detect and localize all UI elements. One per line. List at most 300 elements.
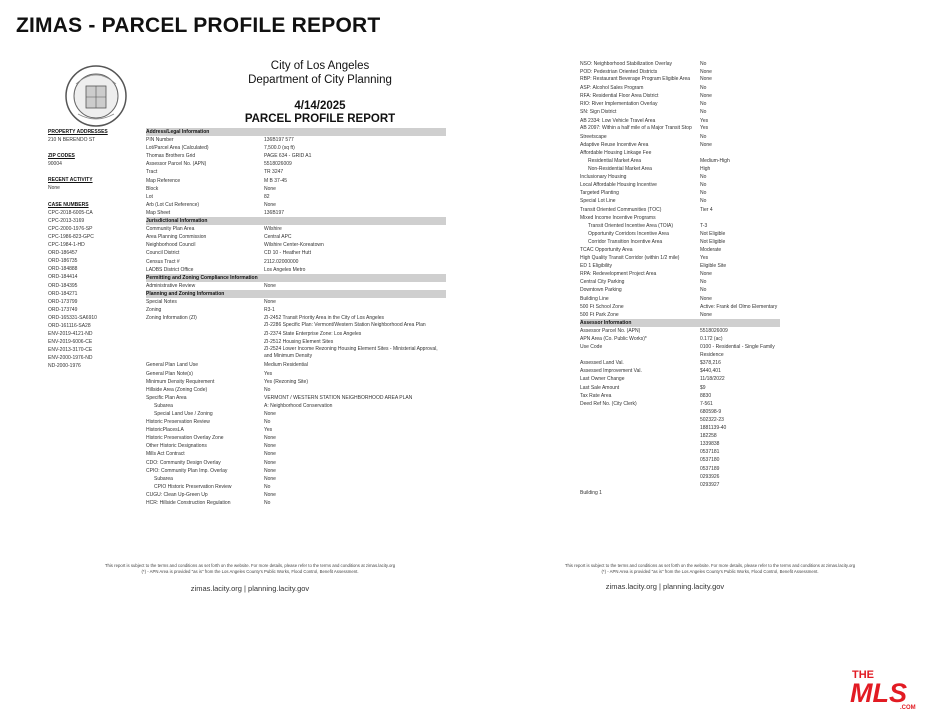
sidebar <box>48 128 143 371</box>
table-row <box>146 201 446 209</box>
row-label: Transit Oriented Communities (TOC) <box>580 206 662 213</box>
row-value <box>700 489 780 497</box>
row-value: None <box>264 298 276 305</box>
row-value: None <box>264 475 276 482</box>
row-value: 11/18/2022 <box>700 376 725 383</box>
property-addresses-heading: PROPERTY ADDRESSES <box>48 129 108 135</box>
row-label <box>580 424 700 432</box>
table-row <box>580 408 780 416</box>
table-row <box>580 286 780 294</box>
row-value: 136B197 <box>264 209 285 216</box>
row-value: Medium-High <box>700 157 730 164</box>
row-label: Historic Preservation Review <box>146 419 210 426</box>
table-row <box>580 440 780 448</box>
table-row <box>146 144 446 152</box>
report-date: 4/14/2025 <box>294 100 346 112</box>
case-number: ORD-165331-SA6910 <box>48 314 97 321</box>
footer-links[interactable]: zimas.lacity.org | planning.lacity.gov <box>190 584 310 593</box>
row-label: Subarea <box>154 402 173 409</box>
row-value: Yes <box>700 124 709 131</box>
disclaimer-line-1: This report is subject to the terms and conditions as set forth on the website. For more details, please refer to the terms and conditions at zimas.lacity.org <box>104 563 396 568</box>
row-value: None <box>264 185 276 192</box>
table-row <box>146 386 446 394</box>
row-value: No <box>700 101 707 108</box>
table-row <box>580 270 780 278</box>
table-row <box>580 448 780 456</box>
table-row <box>146 185 446 193</box>
row-value: None <box>700 69 712 76</box>
row-value: None <box>264 443 276 450</box>
case-number: ORD-184414 <box>48 274 78 281</box>
table-row <box>146 225 446 233</box>
row-value: None <box>700 93 712 100</box>
recent-activity-heading: RECENT ACTIVITY <box>48 177 93 184</box>
row-value: Not Eligible <box>700 230 726 237</box>
report-title: PARCEL PROFILE REPORT <box>244 113 396 125</box>
row-value: 7,500.0 (sq ft) <box>264 145 295 152</box>
row-value: No <box>700 198 707 205</box>
table-row <box>580 68 780 76</box>
row-label: Thomas Brothers Grid <box>146 153 196 160</box>
table-row <box>146 314 446 322</box>
case-number: CPC-2018-6005-CA <box>48 209 93 216</box>
case-number: ORD-186457 <box>48 250 78 257</box>
case-numbers-list <box>48 209 143 371</box>
case-number: ENV-2013-3170-CE <box>48 347 93 354</box>
row-label: Specific Plan Area <box>146 394 187 401</box>
footer-links-2[interactable]: zimas.lacity.org | planning.lacity.gov <box>605 582 725 591</box>
footer-disclaimer-2 <box>510 563 910 575</box>
row-label: HistoricPlacesLA <box>146 427 184 434</box>
overlay-assessor-table <box>580 60 780 497</box>
zip-codes-heading: ZIP CODES <box>48 153 75 160</box>
row-value: ZI-2374 State Enterprise Zone: Los Angeles <box>264 331 362 338</box>
zip-code: 90004 <box>48 161 62 168</box>
row-label: Tract <box>146 169 158 176</box>
row-value: Yes <box>264 427 273 434</box>
row-label: Planning and Zoning Information <box>146 290 225 297</box>
report-page-2 <box>564 58 860 598</box>
logo-line-1: THE <box>852 669 874 681</box>
case-number: ORD-184271 <box>48 290 78 297</box>
row-label: Map Reference <box>146 177 181 184</box>
row-label: CDO: Community Design Overlay <box>146 459 221 466</box>
table-row <box>580 278 780 286</box>
table-row <box>580 327 780 335</box>
row-value: None <box>264 467 276 474</box>
table-row <box>146 233 446 241</box>
row-value: No <box>700 85 707 92</box>
row-value: M B 37-45 <box>264 177 288 184</box>
row-value: None <box>264 491 276 498</box>
row-label: Downtown Parking <box>580 287 622 294</box>
table-row <box>146 442 446 450</box>
table-row <box>580 76 780 84</box>
table-row <box>146 298 446 306</box>
row-value: ZI-2512 Housing Element Sites <box>264 339 334 346</box>
section-header <box>146 217 446 225</box>
row-value: $9 <box>700 384 706 391</box>
table-row <box>580 238 780 246</box>
row-label: LADBS District Office <box>146 266 194 273</box>
table-row <box>580 416 780 424</box>
row-label: Administrative Review <box>146 282 196 289</box>
row-value: VERMONT / WESTERN STATION NEIGHBORHOOD AREA PLAN <box>264 394 413 401</box>
row-label <box>146 346 264 360</box>
row-value: No <box>700 133 707 140</box>
row-value: None <box>264 411 276 417</box>
row-label: Mills Act Contract <box>146 451 185 458</box>
case-number: ENV-2019-4121-ND <box>48 331 93 338</box>
row-value: Medium Residential <box>264 362 308 369</box>
table-row <box>580 141 780 149</box>
table-row <box>580 100 780 108</box>
row-label: SN: Sign District <box>580 109 617 116</box>
logo-line-3: .COM <box>900 705 916 710</box>
footer-disclaimer <box>60 563 440 575</box>
table-row <box>580 465 780 473</box>
row-value: No <box>700 287 707 294</box>
row-label: Subarea <box>154 475 173 482</box>
row-value: No <box>700 190 707 197</box>
row-value: 1881139-40 <box>700 425 727 432</box>
disclaimer-line-2: (*) - APN Area is provided "as is" from the Los Angeles County's Public Works, Flood Control, Benefit Assessment. <box>601 569 819 574</box>
row-label: Assessor Parcel No. (APN) <box>146 161 207 168</box>
row-label: Area Planning Commission <box>146 234 207 241</box>
table-row <box>146 410 446 418</box>
table-row <box>146 394 446 402</box>
row-label: Residential Market Area <box>588 157 642 164</box>
department-name: Department of City Planning <box>248 74 392 86</box>
row-label: Tax Rate Area <box>580 392 612 399</box>
table-row <box>146 209 446 217</box>
row-label: Building 1 <box>580 489 602 496</box>
row-label: General Plan Note(s) <box>146 370 193 377</box>
table-row <box>146 241 446 249</box>
row-label: Address/Legal Information <box>146 129 210 135</box>
row-value: None <box>264 201 276 208</box>
table-row <box>146 475 446 483</box>
table-row <box>580 335 780 343</box>
row-label: Block <box>146 185 159 192</box>
section-header <box>580 319 780 327</box>
table-row <box>146 322 446 330</box>
row-label: Special Notes <box>146 298 177 305</box>
row-value: ZI-2286 Specific Plan: Vermont/Western Station Neighborhood Area Plan <box>264 322 426 329</box>
row-label: POD: Pedestrian Oriented Districts <box>580 69 658 76</box>
row-label: Last Sale Amount <box>580 384 620 391</box>
row-label: RPA: Redevelopment Project Area <box>580 271 657 278</box>
row-label: 500 Ft School Zone <box>580 303 624 310</box>
row-value: Yes <box>700 255 709 262</box>
row-value: Wilshire Center-Koreatown <box>264 242 324 249</box>
row-label: RIO: River Implementation Overlay <box>580 101 658 108</box>
row-label: Adaptive Reuse Incentive Area <box>580 141 649 148</box>
table-row <box>146 361 446 369</box>
row-value: R3-1 <box>264 307 275 314</box>
table-row <box>146 483 446 491</box>
table-row <box>580 375 780 383</box>
row-label: HCR: Hillside Construction Regulation <box>146 500 231 507</box>
row-value: 2112.02000000 <box>264 258 299 265</box>
table-row <box>146 491 446 499</box>
row-label: Streetscape <box>580 133 607 140</box>
row-label: Targeted Planting <box>580 190 619 197</box>
row-value: 8830 <box>700 392 712 399</box>
mls-logo-icon <box>850 666 922 710</box>
row-value: $440,401 <box>700 368 721 375</box>
row-label <box>580 408 700 416</box>
row-label <box>146 330 264 338</box>
row-label: NSO: Neighborhood Stabilization Overlay <box>580 61 672 67</box>
section-header <box>146 128 446 136</box>
row-label <box>146 338 264 346</box>
row-value: 136B197 577 <box>264 137 294 144</box>
row-label: Zoning <box>146 307 162 314</box>
logo-line-2: MLS <box>850 678 907 708</box>
row-value: No <box>700 109 707 116</box>
row-label: Special Lot Line <box>580 198 616 205</box>
row-value: None <box>264 282 276 289</box>
table-row <box>580 230 780 238</box>
table-row <box>580 92 780 100</box>
row-value: High <box>700 166 711 173</box>
row-value: ZI-2452 Transit Priority Area in the City of Los Angeles <box>264 315 385 322</box>
row-value: Wilshire <box>264 226 282 233</box>
row-label: Special Land Use / Zoning <box>154 411 213 417</box>
section-header <box>146 274 446 282</box>
row-value: No <box>700 279 707 286</box>
row-label: RBP: Restaurant Beverage Program Eligible Area <box>580 76 691 83</box>
row-label: Inclusionary Housing <box>580 174 627 181</box>
city-seal-icon <box>64 64 128 128</box>
table-row <box>146 330 446 338</box>
table-row <box>580 108 780 116</box>
row-label: Census Tract # <box>146 258 180 265</box>
case-number: ORD-173749 <box>48 306 78 313</box>
row-label: Assessor Parcel No. (APN) <box>580 327 641 334</box>
case-number: ORD-184888 <box>48 266 78 273</box>
table-row <box>580 133 780 141</box>
table-row <box>580 392 780 400</box>
table-row <box>580 311 780 319</box>
row-label: CUGU: Clean Up-Green Up <box>146 491 208 498</box>
case-number: ND-2000-1976 <box>48 363 81 370</box>
row-label: Permitting and Zoning Compliance Information <box>146 274 258 281</box>
table-row <box>146 434 446 442</box>
row-label: PIN Number <box>146 137 174 144</box>
table-row <box>146 499 446 507</box>
table-row <box>580 424 780 432</box>
property-address: 210 N BERENDO ST <box>48 137 96 144</box>
row-label <box>580 440 700 448</box>
table-row <box>146 346 446 361</box>
table-row <box>146 378 446 386</box>
row-value: No <box>264 500 271 507</box>
row-value: None <box>700 311 712 318</box>
table-row <box>146 266 446 274</box>
table-row <box>580 125 780 133</box>
row-label: RFA: Residential Floor Area District <box>580 93 659 100</box>
row-value: 0293926 <box>700 473 720 480</box>
row-value: None <box>700 141 712 148</box>
row-value: Not Eligible <box>700 238 726 245</box>
table-row <box>146 402 446 410</box>
row-value: 0537189 <box>700 465 720 472</box>
table-row <box>580 359 780 367</box>
row-label: 500 Ft Park Zone <box>580 311 619 318</box>
table-row <box>146 418 446 426</box>
row-value: No <box>264 386 271 393</box>
row-value: None <box>264 435 276 442</box>
section-header <box>146 290 446 298</box>
row-value: Yes (Rezoning Site) <box>264 378 309 385</box>
row-label: Transit Oriented Incentive Area (TOIA) <box>588 222 674 229</box>
row-value: No <box>264 419 271 426</box>
row-label <box>580 465 700 473</box>
row-label: CPIO Historic Preservation Review <box>154 483 232 490</box>
row-value: Yes <box>700 117 709 124</box>
row-value: $378,216 <box>700 360 721 367</box>
row-label <box>580 456 700 464</box>
table-row <box>146 249 446 257</box>
row-value: 82 <box>264 193 270 200</box>
case-number: ORD-161116-SA28 <box>48 322 91 329</box>
row-label <box>580 473 700 481</box>
table-row <box>146 160 446 168</box>
case-number: ORD-184395 <box>48 282 78 289</box>
table-row <box>580 84 780 92</box>
table-row <box>580 343 780 359</box>
table-row <box>146 426 446 434</box>
table-row <box>580 367 780 375</box>
row-label: Map Sheet <box>146 209 171 216</box>
table-row <box>580 473 780 481</box>
table-row <box>580 60 780 68</box>
row-label <box>580 432 700 440</box>
case-number: ORD-173799 <box>48 298 78 305</box>
row-value: 182258 <box>700 433 717 440</box>
disclaimer-line-2: (*) - APN Area is provided "as is" from the Los Angeles County's Public Works, Flood Control, Benefit Assessment. <box>141 569 359 574</box>
row-value: No <box>700 174 707 181</box>
table-row <box>146 177 446 185</box>
table-row <box>580 254 780 262</box>
row-label: Jurisdictional Information <box>146 218 208 225</box>
table-row <box>580 303 780 311</box>
case-numbers-heading: CASE NUMBERS <box>48 201 89 208</box>
case-number: ENV-2000-1976-ND <box>48 355 93 362</box>
table-row <box>580 165 780 173</box>
row-label <box>146 322 264 329</box>
row-value: No <box>700 61 707 67</box>
row-value: Central APC <box>264 234 292 241</box>
table-row <box>580 262 780 270</box>
row-value: 5518026009 <box>264 161 292 168</box>
row-value: TR 3247 <box>264 169 284 176</box>
row-label: Mixed Income Incentive Programs <box>580 214 656 221</box>
table-row <box>580 117 780 125</box>
row-label: Zoning Information (ZI) <box>146 315 197 322</box>
row-value: 5518026009 <box>700 327 728 334</box>
row-value: T-3 <box>700 222 708 229</box>
table-row <box>146 306 446 314</box>
row-label: Use Code <box>580 344 603 351</box>
row-label: Minimum Density Requirement <box>146 378 215 385</box>
row-value: PAGE 634 - GRID A1 <box>264 153 312 160</box>
row-label <box>580 416 700 424</box>
row-label: Building Line <box>580 295 609 302</box>
table-row <box>580 173 780 181</box>
row-value: 0.172 (ac) <box>700 336 723 342</box>
recent-activity-value: None <box>48 185 60 192</box>
row-value: None <box>700 76 712 83</box>
city-name: City of Los Angeles <box>270 60 370 72</box>
parcel-info-table <box>146 128 446 507</box>
row-value: 0537180 <box>700 457 720 464</box>
table-row <box>146 152 446 160</box>
table-row <box>146 370 446 378</box>
row-value: Moderate <box>700 246 722 253</box>
table-row <box>146 136 446 144</box>
row-label: ASP: Alcohol Sales Program <box>580 85 644 92</box>
row-label: Local Affordable Housing Incentive <box>580 182 657 189</box>
row-label: APN Area (Co. Public Works)* <box>580 336 647 342</box>
table-row <box>580 246 780 254</box>
row-label: Assessed Land Val. <box>580 360 624 367</box>
table-row <box>580 400 780 408</box>
row-label: Arb (Lot Cut Reference) <box>146 201 200 208</box>
row-value: 0100 - Residential - Single Family Residence <box>700 344 775 359</box>
row-label: General Plan Land Use <box>146 362 198 369</box>
row-value: 0537181 <box>700 449 720 456</box>
row-label: Deed Ref No. (City Clerk) <box>580 400 637 407</box>
table-row <box>580 456 780 464</box>
row-label: TCAC Opportunity Area <box>580 246 633 253</box>
row-value: ZI-2524 Lower Income Rezoning Housing Element Sites - Ministerial Approval, and Minimum Density <box>264 346 438 360</box>
row-value <box>700 149 780 157</box>
row-value: Active: Frank del Olmo Elementary <box>700 303 778 310</box>
row-value: Eligible Site <box>700 263 727 270</box>
table-row <box>580 222 780 230</box>
row-label: ED 1 Eligibility <box>580 263 612 270</box>
row-value: No <box>700 182 707 189</box>
report-page-1 <box>40 58 460 598</box>
table-row <box>146 459 446 467</box>
table-row <box>146 467 446 475</box>
table-row <box>580 157 780 165</box>
table-row <box>580 481 780 489</box>
row-label: Opportunity Corridors Incentive Area <box>588 230 669 237</box>
row-label: Hillside Area (Zoning Code) <box>146 386 208 393</box>
row-label <box>580 481 700 489</box>
row-label: AB 2334: Low Vehicle Travel Area <box>580 117 656 124</box>
table-row <box>580 432 780 440</box>
table-row <box>146 193 446 201</box>
row-label: Affordable Housing Linkage Fee <box>580 149 652 156</box>
row-label: AB 2097: Within a half mile of a Major Transit Stop <box>580 124 692 131</box>
table-row <box>146 258 446 266</box>
row-value: 1339838 <box>700 441 720 448</box>
row-label: Lot/Parcel Area (Calculated) <box>146 145 209 152</box>
table-row <box>146 282 446 290</box>
row-label: Assessed Improvement Val. <box>580 368 642 375</box>
table-row <box>580 181 780 189</box>
row-value: Yes <box>264 370 273 377</box>
table-row <box>580 384 780 392</box>
row-value <box>700 214 780 222</box>
row-value: None <box>700 271 712 278</box>
row-label: Neighborhood Council <box>146 242 196 249</box>
